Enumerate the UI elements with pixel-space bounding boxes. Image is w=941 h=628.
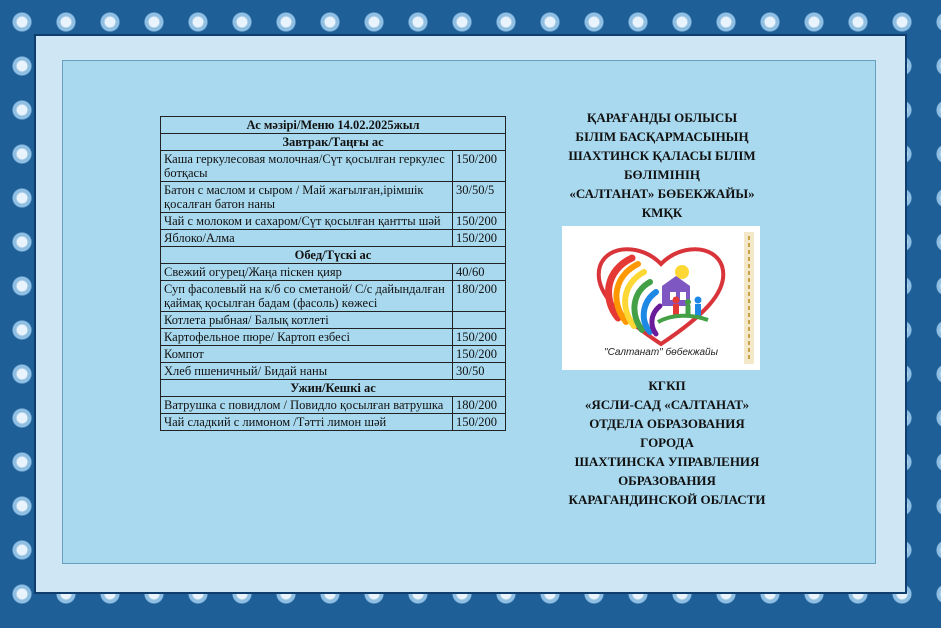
dish-cell: Чай с молоком и сахаром/Сүт қосылған қантты шәй xyxy=(161,213,453,230)
org-kz-line: БӨЛІМІНІҢ xyxy=(623,167,701,182)
dish-cell: Яблоко/Алма xyxy=(161,230,453,247)
dish-cell: Котлета рыбная/ Балық котлеті xyxy=(161,312,453,329)
table-row xyxy=(161,397,506,414)
org-kz-line: ШАХТИНСК ҚАЛАСЫ БІЛІМ xyxy=(568,148,756,163)
dish-cell: Ватрушка с повидлом / Повидло қосылған ватрушка xyxy=(161,397,453,414)
qty-cell: 30/50 xyxy=(453,363,506,380)
dish-cell: Батон с маслом и сыром / Май жағылған,ірімшік қосалған батон наны xyxy=(161,182,453,213)
table-row xyxy=(161,151,506,182)
section-title: Обед/Түскі ас xyxy=(161,247,506,264)
table-row xyxy=(161,213,506,230)
qty-cell xyxy=(453,312,506,329)
org-kz-line: ҚАРАҒАНДЫ ОБЛЫСЫ xyxy=(586,110,738,125)
dish-cell: Картофельное пюре/ Картоп езбесі xyxy=(161,329,453,346)
org-ru-line: КАРАГАНДИНСКОЙ ОБЛАСТИ xyxy=(568,492,766,507)
table-row xyxy=(161,414,506,431)
menu-table xyxy=(160,116,506,431)
section-title: Ужин/Кешкі ас xyxy=(161,380,506,397)
dish-cell: Свежий огурец/Жаңа піскен қияр xyxy=(161,264,453,281)
dish-cell: Хлеб пшеничный/ Бидай наны xyxy=(161,363,453,380)
dish-cell: Суп фасолевый на к/б со сметаной/ С/с дайындалған қаймақ қосылған бадам (фасоль) көжесі xyxy=(161,281,453,312)
kindergarten-logo xyxy=(562,226,760,370)
organization-name-ru xyxy=(548,376,786,509)
table-row xyxy=(161,264,506,281)
section-row-breakfast xyxy=(161,134,506,151)
qty-cell: 180/200 xyxy=(453,281,506,312)
dish-cell: Компот xyxy=(161,346,453,363)
organization-name-kz xyxy=(548,108,776,222)
qty-cell: 150/200 xyxy=(453,230,506,247)
dish-cell: Каша геркулесовая молочная/Сүт қосылған геркулес ботқасы xyxy=(161,151,453,182)
table-row xyxy=(161,312,506,329)
qty-cell: 150/200 xyxy=(453,414,506,431)
qty-cell: 150/200 xyxy=(453,151,506,182)
qty-cell: 150/200 xyxy=(453,329,506,346)
org-kz-line: КМҚК xyxy=(641,205,683,220)
table-row xyxy=(161,329,506,346)
qty-cell: 40/60 xyxy=(453,264,506,281)
qty-cell: 150/200 xyxy=(453,346,506,363)
org-ru-line: ОТДЕЛА ОБРАЗОВАНИЯ xyxy=(589,416,745,431)
section-row-lunch xyxy=(161,247,506,264)
menu-title-row xyxy=(161,117,506,134)
table-row xyxy=(161,230,506,247)
menu-title: Ас мәзірі/Меню 14.02.2025жыл xyxy=(161,117,506,134)
org-ru-line: ОБРАЗОВАНИЯ xyxy=(618,473,716,488)
section-title: Завтрак/Таңғы ас xyxy=(161,134,506,151)
org-ru-line: «ЯСЛИ-САД «САЛТАНАТ» xyxy=(584,397,750,412)
org-kz-line: БІЛІМ БАСҚАРМАСЫНЫҢ xyxy=(575,129,749,144)
table-row xyxy=(161,346,506,363)
table-row xyxy=(161,363,506,380)
org-ru-line: КГКП xyxy=(648,378,686,393)
qty-cell: 180/200 xyxy=(453,397,506,414)
dish-cell: Чай сладкий с лимоном /Тәтті лимон шәй xyxy=(161,414,453,431)
table-row xyxy=(161,182,506,213)
section-row-dinner xyxy=(161,380,506,397)
table-row xyxy=(161,281,506,312)
org-kz-line: «САЛТАНАТ» БӨБЕКЖАЙЫ» xyxy=(569,186,755,201)
logo-caption: "Салтанат" бөбекжайы xyxy=(604,347,718,358)
org-ru-line: ШАХТИНСКА УПРАВЛЕНИЯ xyxy=(574,454,760,469)
qty-cell: 150/200 xyxy=(453,213,506,230)
org-ru-line: ГОРОДА xyxy=(640,435,694,450)
qty-cell: 30/50/5 xyxy=(453,182,506,213)
